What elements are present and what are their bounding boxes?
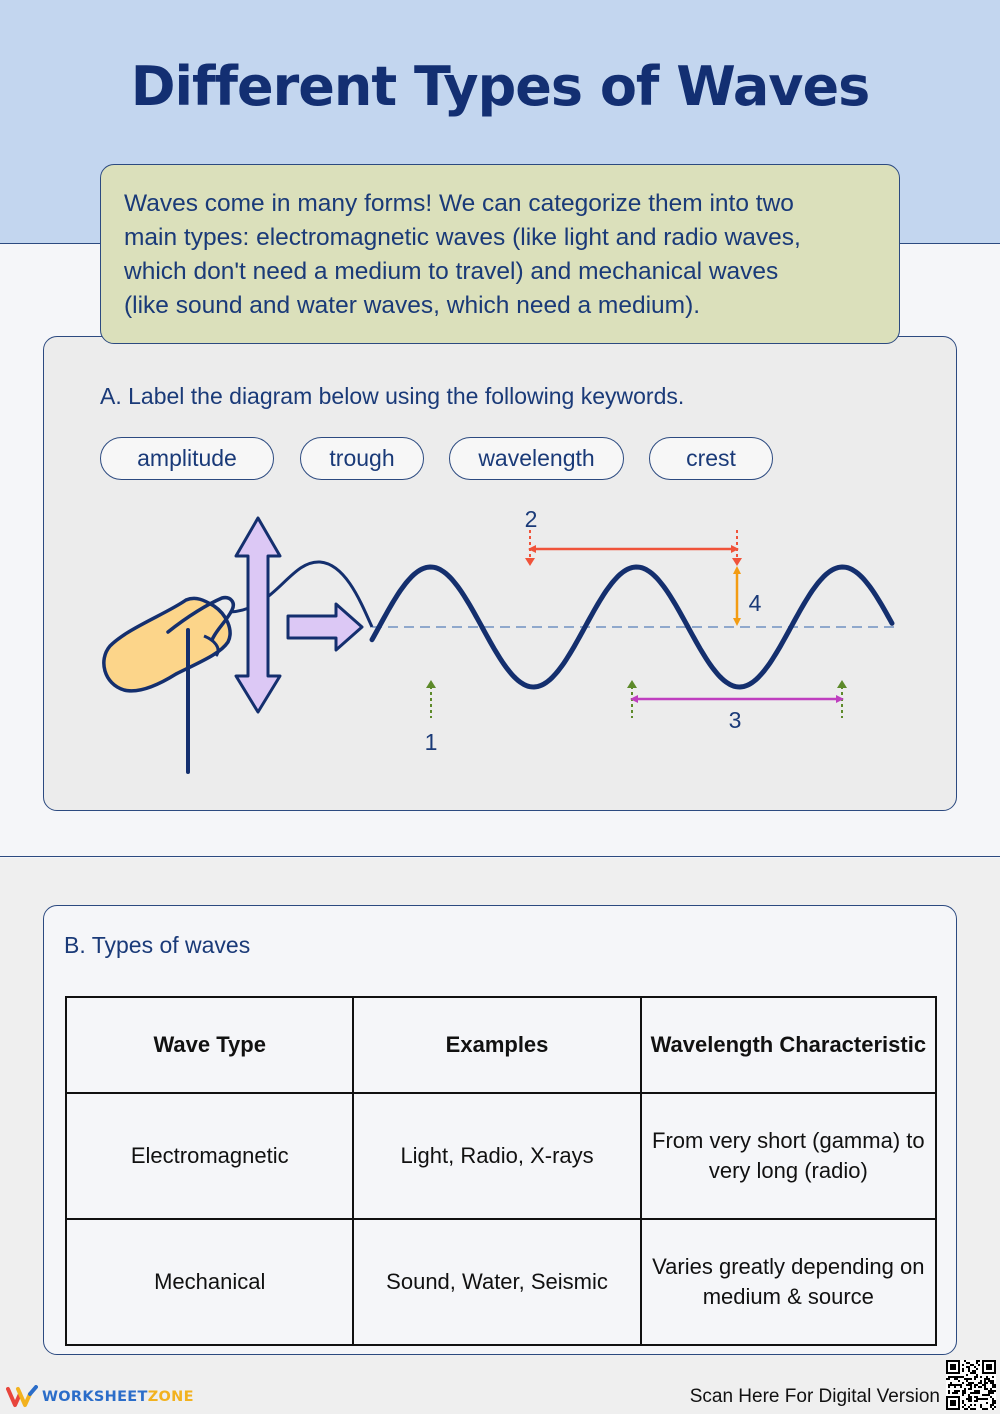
keyword-chip-amplitude: amplitude <box>100 437 274 480</box>
table-cell: From very short (gamma) to very long (radio) <box>641 1093 936 1219</box>
diagram-label-1: 1 <box>424 729 438 755</box>
column-header: Examples <box>353 997 640 1093</box>
table-cell: Sound, Water, Seismic <box>353 1219 640 1345</box>
qr-code-icon[interactable] <box>946 1360 996 1410</box>
diagram-label-4: 4 <box>748 590 762 616</box>
page-title: Different Types of Waves <box>130 55 870 118</box>
intro-box <box>100 164 900 344</box>
table-cell: Light, Radio, X-rays <box>353 1093 640 1219</box>
scan-text: Scan Here For Digital Version <box>689 1386 940 1407</box>
column-header: Wave Type <box>66 997 353 1093</box>
keyword-chip-trough: trough <box>300 437 424 480</box>
keyword-chip-wavelength: wavelength <box>449 437 624 480</box>
table-cell: Electromagnetic <box>66 1093 353 1219</box>
section-b-heading: B. Types of waves <box>64 932 251 958</box>
intro-line: (like sound and water waves, which need a medium). <box>124 292 701 319</box>
diagram-label-3: 3 <box>728 707 742 733</box>
intro-line: main types: electromagnetic waves (like light and radio waves, <box>124 224 801 251</box>
table-cell: Mechanical <box>66 1219 353 1345</box>
intro-line: Waves come in many forms! We can categorize them into two <box>124 190 794 217</box>
table-row <box>66 1219 936 1345</box>
keyword-chip-crest: crest <box>649 437 773 480</box>
brand-name-part2: ZONE <box>147 1389 194 1405</box>
worksheetzone-logo-icon <box>6 1385 38 1409</box>
brand-logo <box>6 1384 194 1410</box>
table-header-row <box>66 997 936 1093</box>
column-header: Wavelength Characteristic <box>641 997 936 1093</box>
intro-line: which don't need a medium to travel) and mechanical waves <box>124 258 779 285</box>
brand-name-part1: WORKSHEET <box>42 1389 148 1405</box>
section-a-heading: A. Label the diagram below using the following keywords. <box>100 383 685 409</box>
table-cell: Varies greatly depending on medium & source <box>641 1219 936 1345</box>
table-row <box>66 1093 936 1219</box>
wave-types-table <box>65 996 937 1346</box>
diagram-label-2: 2 <box>524 506 538 532</box>
